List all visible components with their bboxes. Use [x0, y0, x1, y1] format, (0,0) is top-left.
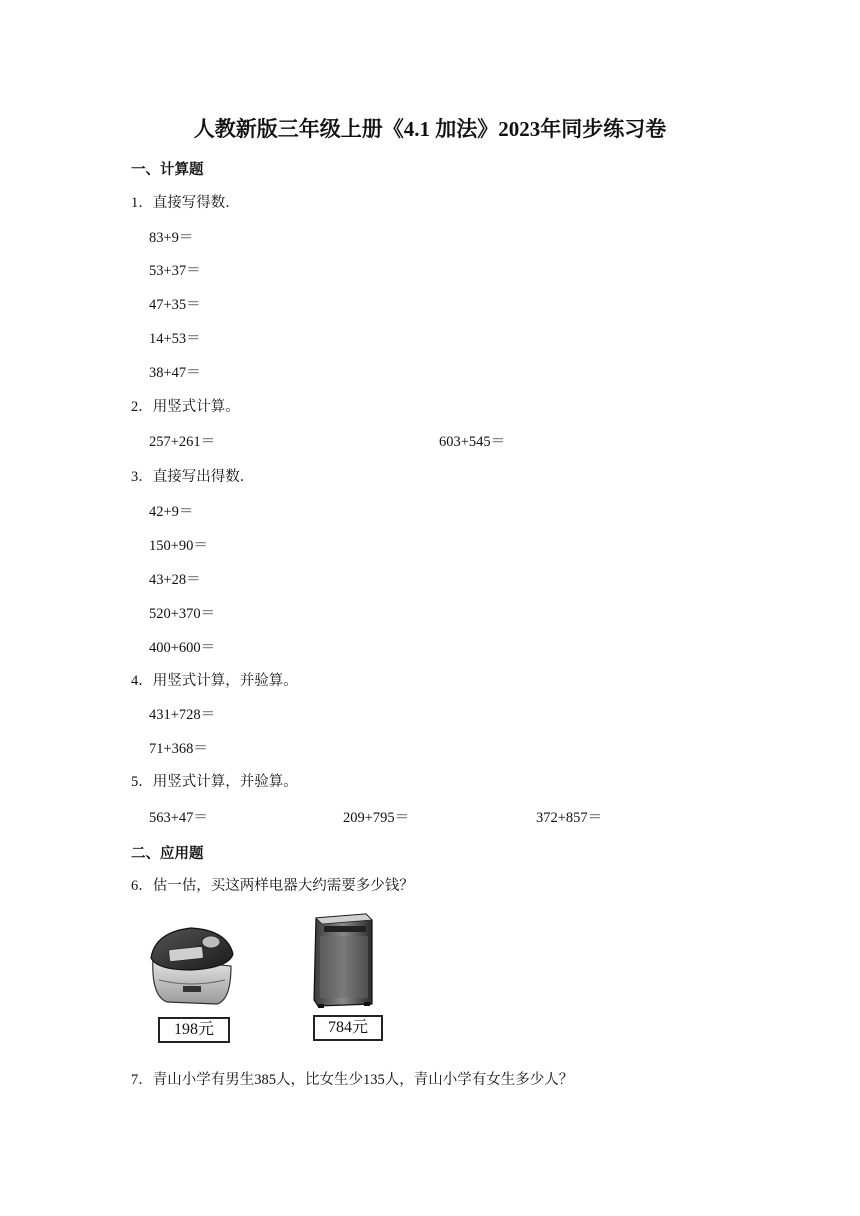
question-6: 6．估一估，买这两样电器大约需要多少钱？: [131, 878, 414, 894]
expression: 42+9＝: [149, 504, 194, 520]
question-7: 7．青山小学有男生385人，比女生少135人，青山小学有女生多少人？: [131, 1072, 574, 1088]
question-3: 3．直接写出得数．: [131, 469, 255, 485]
price-tag: 198元: [158, 1017, 230, 1043]
expression: 38+47＝: [149, 365, 201, 381]
question-1: 1．直接写得数．: [131, 195, 240, 211]
expression: 43+28＝: [149, 572, 201, 588]
expression: 400+600＝: [149, 640, 216, 656]
expression: 83+9＝: [149, 230, 194, 246]
washing-machine-image: [310, 912, 376, 1010]
expression: 520+370＝: [149, 606, 216, 622]
question-2: 2．用竖式计算。: [131, 399, 240, 415]
question-5: 5．用竖式计算，并验算。: [131, 774, 298, 790]
expression: 372+857＝: [536, 810, 603, 826]
section-heading-application: 二、应用题: [131, 846, 204, 862]
page-title: 人教新版三年级上册《4.1 加法》2023年同步练习卷: [193, 117, 667, 141]
expression: 431+728＝: [149, 707, 216, 723]
expression: 47+35＝: [149, 297, 201, 313]
expression: 14+53＝: [149, 331, 201, 347]
expression: 257+261＝: [149, 434, 216, 450]
rice-cooker-image: [145, 918, 237, 1010]
price-tag: 784元: [313, 1015, 383, 1041]
question-4: 4．用竖式计算，并验算。: [131, 673, 298, 689]
expression: 603+545＝: [439, 434, 506, 450]
expression: 150+90＝: [149, 538, 208, 554]
expression: 563+47＝: [149, 810, 208, 826]
expression: 71+368＝: [149, 741, 208, 757]
section-heading-calculation: 一、计算题: [131, 162, 204, 178]
expression: 53+37＝: [149, 263, 201, 279]
expression: 209+795＝: [343, 810, 410, 826]
